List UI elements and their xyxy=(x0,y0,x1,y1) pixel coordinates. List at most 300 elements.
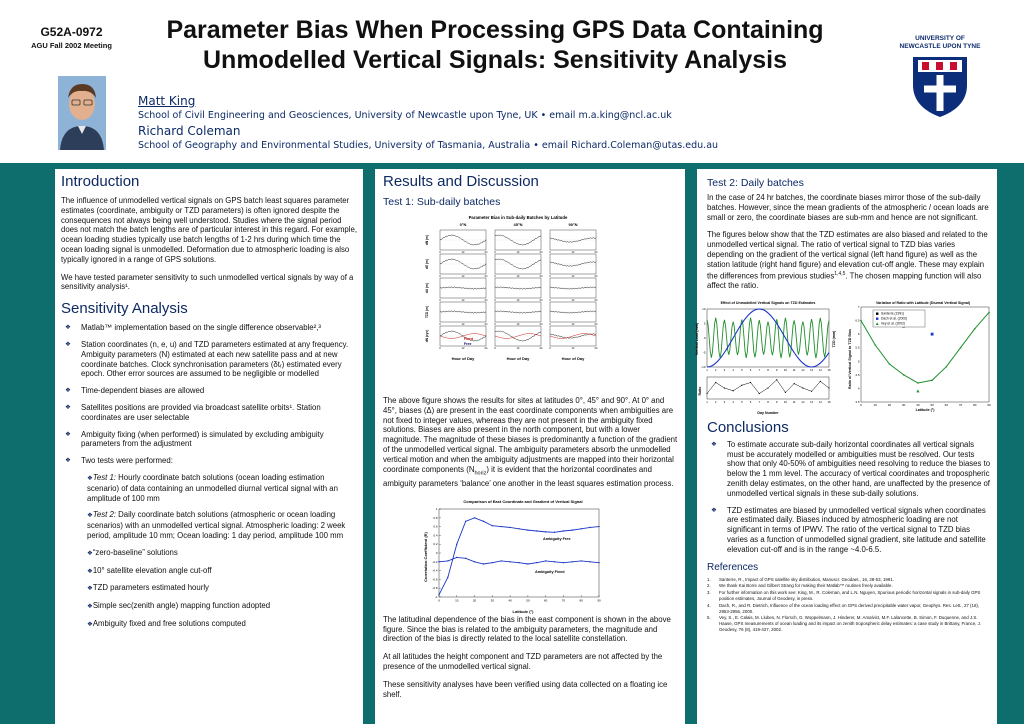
fig3-x-tick-label: 3 xyxy=(723,367,726,372)
sensitivity-bullet: ❖ Ambiguity fixing (when performed) is simulated by excluding ambiguity parameters from the adjustment xyxy=(61,430,357,450)
fig2-data-point xyxy=(474,561,475,562)
fig3-ratio-x-tick-label: 4 xyxy=(732,399,734,404)
fig4-y-tick-label: 4.5 xyxy=(855,372,860,377)
fig4-y-tick-label: 6 xyxy=(857,331,860,336)
results-paragraph-4: These sensitivity analyses have been verified using data collected on a floating ice shelf. xyxy=(383,679,668,699)
conclusions-heading: Conclusions xyxy=(707,418,789,436)
introduction-paragraph-2: We have tested parameter sensitivity to such unmodelled vertical signals by way of a sensitivity analysis¹. xyxy=(61,272,354,292)
reference-text: Vey, S., E. Calais, M. Llubes, N. Florsch, G. Woppelmann, J. Hinderer, M. Amalvict, M.F. Lalancette, B. Simon, F. Duquenne, and J.S. Haase, GPS measurements of ocean loading and its impact on zenith tropospheric delay estimates: a case study in Brittany, France, J. Geodesy, 76 (8), 419-427, 2002. xyxy=(719,615,982,632)
fig2-frame xyxy=(439,509,599,597)
fig3-ratio-x-tick-label: 9 xyxy=(775,399,778,404)
author-photo xyxy=(58,76,106,150)
fig2-data-point xyxy=(509,526,510,527)
fig3-ratio-x-tick-label: 3 xyxy=(723,399,726,404)
test-1-heading: Test 1: Sub-daily batches xyxy=(383,196,501,208)
author-1-name[interactable]: Matt King xyxy=(138,94,196,108)
fig4-legend-item: Vey et al. (2002) xyxy=(881,321,906,326)
meeting-name: AGU Fall 2002 Meeting xyxy=(31,41,112,50)
sensitivity-heading: Sensitivity Analysis xyxy=(61,300,188,318)
fig2-xlabel: Latitude (°) xyxy=(512,608,534,614)
fig4-y-tick-label: 4 xyxy=(857,386,860,391)
fig4-legend xyxy=(873,310,925,327)
fig2-plot-area xyxy=(432,507,601,603)
fig4-model-point xyxy=(988,311,990,313)
fig4-y-tick-label: 6.5 xyxy=(855,318,860,323)
fig2-data-point xyxy=(572,529,573,530)
fig2-data-point xyxy=(456,556,457,557)
fig1-x-tick: 0 xyxy=(549,299,551,303)
fig1-col-label: 90°N xyxy=(568,222,578,227)
test-2-paragraph-2 xyxy=(707,230,991,290)
fig2-data-point xyxy=(581,528,582,529)
fig1-x-tick: 0 xyxy=(439,323,441,327)
fig1-x-tick: 0 xyxy=(494,347,496,351)
fig2-data-point xyxy=(527,563,528,564)
fig3-ratio-x-tick-label: 13 xyxy=(810,399,814,404)
fig4-model-point xyxy=(974,328,976,330)
fig4-ylabel: Ratio of Vertical Signal to TZD Bias xyxy=(848,328,852,389)
fig2-title: Comparison of East Coordinate and Gradient of Vertical Signal xyxy=(463,498,583,504)
legend-marker-dach xyxy=(876,317,878,319)
fig4-xlabel: Latitude (°) xyxy=(915,407,935,412)
test-2-paragraph-1: In the case of 24 hr batches, the coordinate biases mirror those of the sub-daily batches. However, since the mean gradients of the atmospheric / ocean loads are small or zero, the coordinate biases are sub-mm and hence are not significant. xyxy=(707,193,989,222)
fig3-x-tick-label: 5 xyxy=(741,367,743,372)
fig2-data-point xyxy=(581,560,582,561)
tzd-charts xyxy=(693,299,993,417)
fig3-ratio-x-tick-label: 6 xyxy=(749,399,752,404)
fig2-y-tick-label: -0.8 xyxy=(432,585,438,590)
fig2-data-point xyxy=(465,520,466,521)
fig4-x-tick-label: 20 xyxy=(887,402,892,407)
fig4-model-point xyxy=(931,379,933,381)
fig2-y-tick-label: -0.4 xyxy=(432,568,438,573)
fig3-ratio-x-tick-label: 14 xyxy=(818,399,822,404)
fig2-data-point xyxy=(545,560,546,561)
test-2-description xyxy=(87,510,357,540)
fig4-x-tick-label: 60 xyxy=(944,402,949,407)
introduction-heading: Introduction xyxy=(61,173,140,190)
fig3-ratio-x-tick-label: 11 xyxy=(792,399,796,404)
author-1-affiliation: School of Civil Engineering and Geosciences, University of Newcastle upon Tyne, UK • email m.a.king@ncl.ac.uk xyxy=(138,110,672,121)
author-2-name: Richard Coleman xyxy=(138,124,241,138)
fig1-x-tick: 12 xyxy=(516,347,520,351)
fig1-x-tick: 12 xyxy=(516,251,520,255)
fig1-x-tick: 24 xyxy=(594,347,598,351)
results-paragraph-1 xyxy=(383,396,679,489)
fig3-ratio-point xyxy=(724,387,725,388)
fig2-data-point xyxy=(598,562,599,563)
fig1-x-tick: 24 xyxy=(539,275,543,279)
fig3-frame xyxy=(707,309,829,367)
conclusion-bullet: ❖ TZD estimates are biased by unmodelled vertical signals when coordinates are estimated daily. Biases induced by atmospheric loading are not significant in terms of IPWV. The ratio of the vertical signal to TZD bias varies as a function of unmodelled signal gradient, site latitude and satellite elevation cut-off and is in the range ~4.0-6.5. xyxy=(707,506,991,555)
introduction-paragraph-1: The influence of unmodelled vertical signals on GPS batch least squares parameter estimates (coordinate, ambiguity or TZD parameters) is often ignored despite the consequences not always being well understood. Studies where the signal period does not match the batch lengths are of particular interest in this regard. For example, ocean loading studies typically use batch lengths of 1-2 hrs during which time the ocean loading signal is unmodelled. Deformation due to atmospheric loading is also typically ignored in a range of GPS solutions. xyxy=(61,196,358,264)
fig3-x-tick-label: 8 xyxy=(767,367,769,372)
fig1-x-tick: 12 xyxy=(571,251,575,255)
fig1-x-tick: 12 xyxy=(571,323,575,327)
fig4-x-tick-label: 0 xyxy=(860,402,862,407)
fig3-ylabel2: TZD (mm) xyxy=(832,330,836,348)
fig3-y-tick-label: 10 xyxy=(702,306,706,311)
poster-title xyxy=(130,15,860,75)
fig3-ratio-x-tick-label: 10 xyxy=(783,399,787,404)
fig4-y-tick-label: 7 xyxy=(857,304,860,309)
author-2-affiliation: School of Geography and Environmental Studies, University of Tasmania, Australia • email Richard.Coleman@utas.edu.au xyxy=(138,140,719,151)
fig2-y-tick-label: 0.4 xyxy=(433,533,438,538)
fig1-x-tick: 12 xyxy=(461,275,465,279)
fig1-x-tick: 24 xyxy=(594,299,598,303)
fig1-col-label: 45°N xyxy=(513,222,523,227)
fig1-x-tick: 0 xyxy=(439,251,441,255)
fig2-data-point xyxy=(483,520,484,521)
test-2-text: Daily coordinate batch solutions (atmospheric or ocean loading scenarios) with an unmodelled vertical signal. Atmospheric loading: 2 week period, amplitude 10 mm; Ocean loading: 1 day period, amplitude 100 mm xyxy=(87,510,346,540)
fig2-y-tick-label: -0.2 xyxy=(432,559,438,564)
fig3-x-tick-label: 2 xyxy=(714,367,717,372)
fig3-ratio-x-tick-label: 7 xyxy=(758,399,761,404)
fig4-model-point xyxy=(874,344,876,346)
fig2-data-point xyxy=(536,530,537,531)
fig4-model-point xyxy=(860,320,862,322)
fig2-data-point xyxy=(598,526,599,527)
fig1-title: Parameter Bias in Sub-daily Batches by Latitude xyxy=(468,215,568,220)
fig3-ratio-x-tick-label: 8 xyxy=(767,399,769,404)
fig3-ratio-point xyxy=(794,383,795,384)
fig2-y-tick-label: 0.6 xyxy=(433,524,438,529)
test-1-description xyxy=(87,473,357,503)
fig3-x-tick-label: 11 xyxy=(792,367,796,372)
fig3-ratio-point xyxy=(733,390,734,391)
results-paragraph-3: At all latitudes the height component and TZD parameters are not affected by the presence of the unmodelled vertical signal. xyxy=(383,652,663,671)
fig3-y-tick-label: -10 xyxy=(701,364,706,369)
fig2-x-tick-label: 0 xyxy=(438,598,440,603)
university-logo xyxy=(890,35,990,119)
fig2-y-tick-label: 0 xyxy=(435,550,438,555)
results-p1-end: ) it is evident that the horizontal coordinates and ambiguity parameters ‘balance’ one another in the least squares estimation process. xyxy=(383,464,674,488)
fig1-xlabel: Hour of Day xyxy=(451,356,475,361)
fig2-x-tick-label: 80 xyxy=(579,598,583,603)
fig3-ratio-point xyxy=(759,393,760,394)
settings-item: ❖ “zero-baseline” solutions xyxy=(87,548,357,559)
column-middle xyxy=(375,169,685,724)
test-2-p2-end: . The chosen mapping function will also affect the ratio. xyxy=(707,271,982,290)
fig1-x-tick: 12 xyxy=(461,347,465,351)
fig3-ratio-point xyxy=(820,381,821,382)
fig1-row-label: TZD (m) xyxy=(425,305,429,319)
reference-item: 1. Santerre, R., Impact of GPS satellite sky distribution, Manuscr. Geodaet., 16, 28-53, 1991. xyxy=(707,576,894,582)
reference-text: Dach, R., and R. Dietrich, Influence of the ocean loading effect on GPS derived precipitable water vapor, Geophys. Res. Lett., 27 (18), 2953-2956, 2000. xyxy=(719,602,980,614)
results-paragraph-2: The latitudinal dependence of the bias in the east component is shown in the above figure. Since the bias is related to the ambiguity parameters, the magnitude and direction of the bias is directly related to the local satellite constellation. xyxy=(383,614,671,644)
fig2-data-point xyxy=(554,561,555,562)
sensitivity-bullet-list xyxy=(61,323,357,466)
fig1-row-label: dU (m) xyxy=(425,282,429,294)
conclusions-list xyxy=(707,440,991,555)
test-2-p2-text: The figures below show that the TZD estimates are also biased and related to the unmodelled vertical signal. The ratio of vertical signal to TZD bias varies depending on the gradient of the vertical signal (left hand figure) as well as the station latitude (right hand figure) and elevation cut-off angle. These may explain the differences from previous studies xyxy=(707,230,988,281)
tzd-figures xyxy=(693,299,991,417)
sensitivity-bullet: ❖ Time-dependent biases are allowed xyxy=(61,386,357,396)
fig4-x-tick-label: 10 xyxy=(873,402,877,407)
fig4-model-point xyxy=(946,366,948,368)
fig1-x-tick: 24 xyxy=(484,299,488,303)
fig2-data-point xyxy=(563,530,564,531)
reference-item: 5. Vey, S., E. Calais, M. Llubes, N. Florsch, G. Woppelmann, J. Hinderer, M. Amalvict, M.F. Lalancette, B. Simon, F. Duquenne, and J.S. Haase, GPS measurements of ocean loading and its impact on zenith tropospheric delay estimates: a case study in Brittany, France, J. Geodesy, 76 (8), 419-427, 2002. xyxy=(707,615,982,632)
fig2-data-point xyxy=(483,563,484,564)
fig3-ratio-x-tick-label: 1 xyxy=(706,399,708,404)
fig4-model-point xyxy=(917,382,919,384)
fig3-ratio-point xyxy=(706,393,707,394)
fig1-x-tick: 24 xyxy=(484,347,488,351)
fig3-x-tick-label: 4 xyxy=(732,367,734,372)
fig3-x-tick-label: 10 xyxy=(783,367,787,372)
fig4-x-tick-label: 50 xyxy=(930,402,934,407)
fig2-x-tick-label: 30 xyxy=(490,598,495,603)
fig2-data-point xyxy=(545,531,546,532)
references-heading: References xyxy=(707,561,759,573)
fig1-xlabel: Hour of Day xyxy=(506,356,530,361)
fig1-legend-fixed: Fixed xyxy=(464,337,474,341)
column-right xyxy=(697,169,997,724)
settings-item: ❖ TZD parameters estimated hourly xyxy=(87,583,357,594)
fig2-data-point xyxy=(501,560,502,561)
fig1-x-tick: 12 xyxy=(516,299,520,303)
conclusion-bullet: ❖ To estimate accurate sub-daily horizontal coordinates all vertical signals must be accurately modelled or ambiguities must be resolved. Our tests show that only 40-50% of ambiguities need resolving to reduce the biases to below the 1 mm level. The accuracy of vertical coordinates and tropospheric zenith delay estimates, on the other hand, are unaffected by the presence of unmodelled vertical signals in these sub-daily solutions. xyxy=(707,440,991,499)
settings-item: ❖ 10° satellite elevation angle cut-off xyxy=(87,566,357,577)
fig1-x-tick: 0 xyxy=(439,299,441,303)
fig3-ratio-x-tick-label: 12 xyxy=(801,399,805,404)
fig2-data-point xyxy=(554,531,555,532)
fig3-ratio-point xyxy=(767,387,768,388)
fig3-y-tick-label: -5 xyxy=(702,350,706,355)
test-2-label: Test 2: xyxy=(92,510,116,520)
fig2-data-point xyxy=(492,525,493,526)
fig4-model-point xyxy=(903,374,905,376)
results-p1-text: The above figure shows the results for sites at latitudes 0°, 45° and 90°. At 0° and 45°, biases (Δ) are present in the east coordinate components when ambiguities are not fixed to integer values, whereas they are not present in the ambiguity fixed solutions. Biases are also present in the north component, but with a lower magnitude. The magnitude of these biases is predominantly a function of the gradient of the unmodelled vertical signal. The ambiguity parameters absorb the unmodelled vertical motion and when the ambiguity adjustments are mapped into their horizontal coordinate components (N xyxy=(383,396,678,474)
fig3-ratio-label: Ratio xyxy=(698,386,702,396)
test-2-p2-sup: 1,4,5 xyxy=(834,270,846,277)
fig1-x-tick: 12 xyxy=(571,275,575,279)
fig2-data-point xyxy=(501,526,502,527)
poster-id: G52A-0972 xyxy=(40,25,103,39)
fig2-data-point xyxy=(589,526,590,527)
fig3-ratio-point xyxy=(715,382,716,383)
figure-east-correlation xyxy=(423,497,623,615)
fig3-ratio-x-tick-label: 15 xyxy=(827,399,831,404)
fig1-panel-grid xyxy=(425,230,598,350)
test-2-heading: Test 2: Daily batches xyxy=(707,177,804,189)
fig1-x-tick: 24 xyxy=(484,275,488,279)
reference-item: 3. For further information on this work see: King, M., R. Coleman, and L.N. Nguyen, Spurious periodic horizontal signals in sub-daily GPS position estimates, Journal of Geodesy, in press. xyxy=(707,590,981,601)
fig2-data-point xyxy=(589,561,590,562)
fig1-x-tick: 12 xyxy=(461,251,465,255)
fig1-x-tick: 12 xyxy=(461,323,465,327)
fig2-data-point xyxy=(563,562,564,563)
fig1-x-tick: 0 xyxy=(494,299,496,303)
fig4-y-tick-label: 5.5 xyxy=(855,345,860,350)
fig1-x-tick: 24 xyxy=(484,251,488,255)
poster-header xyxy=(0,0,1024,163)
fig4-x-tick-label: 80 xyxy=(973,402,977,407)
fig3-y-tick-label: 5 xyxy=(703,321,706,326)
sensitivity-bullet: ❖ Station coordinates (n, e, u) and TZD parameters estimated at any frequency. Ambiguity parameters (N) estimated at each new satellite pass and at new coordinate batches. Clock synchronisation parameters (δtᵣ) estimated every epoch. Other error sources are assumed to be negligible or modelled xyxy=(61,340,357,379)
fig3-ratio-x-tick-label: 2 xyxy=(714,399,717,404)
fig1-x-tick: 12 xyxy=(571,299,575,303)
fig1-x-tick: 24 xyxy=(539,323,543,327)
fig3-ratio-point xyxy=(776,379,777,380)
settings-item: ❖ Ambiguity fixed and free solutions computed xyxy=(87,619,357,630)
fig1-col-label: 0°N xyxy=(459,222,467,227)
fig1-row-label: dE (m) xyxy=(425,259,429,269)
fig2-y-tick-label: -1 xyxy=(434,594,438,599)
fig1-row-label: dN (m) xyxy=(425,234,429,246)
fig1-x-tick: 12 xyxy=(571,347,575,351)
fig1-x-tick: 12 xyxy=(516,323,520,327)
reference-text: For further information on this work see: King, M., R. Coleman, and L.N. Nguyen, Spurious periodic horizontal signals in sub-daily GPS position estimates, Journal of Geodesy, in press. xyxy=(719,590,981,601)
fig2-ylabel: Correlation Coefficient (R) xyxy=(423,531,428,582)
east-correlation-chart xyxy=(423,497,623,615)
fig3-x-tick-label: 14 xyxy=(818,367,822,372)
fig1-x-tick: 12 xyxy=(461,299,465,303)
fig4-x-tick-label: 30 xyxy=(901,402,906,407)
fig2-y-tick-label: 1 xyxy=(435,506,438,511)
fig1-x-tick: 12 xyxy=(516,275,520,279)
fig2-x-tick-label: 20 xyxy=(472,598,477,603)
fig1-legend-free: Free xyxy=(464,342,472,346)
fig3-ratio-point xyxy=(785,392,786,393)
sensitivity-bullet: ❖ Matlab™ implementation based on the single difference observable²,³ xyxy=(61,323,357,333)
fig2-x-tick-label: 50 xyxy=(526,598,530,603)
fig2-y-tick-label: 0.2 xyxy=(433,541,438,546)
column-left xyxy=(55,169,363,724)
author-block xyxy=(138,93,858,153)
fig3-xlabel: Day Number xyxy=(757,410,779,415)
results-heading: Results and Discussion xyxy=(383,173,539,190)
fig4-model-point xyxy=(889,363,891,365)
fig4-x-tick-label: 40 xyxy=(916,402,920,407)
fig1-x-tick: 24 xyxy=(539,299,543,303)
fig3-x-tick-label: 1 xyxy=(706,367,708,372)
fig2-data-point xyxy=(572,561,573,562)
fig1-x-tick: 0 xyxy=(494,251,496,255)
fig3-y-tick-label: 0 xyxy=(703,335,706,340)
fig1-x-tick: 0 xyxy=(439,275,441,279)
fig2-data-point xyxy=(447,560,448,561)
fig2-label-free: Ambiguity Free xyxy=(543,536,571,541)
fig2-x-tick-label: 10 xyxy=(455,598,459,603)
fig3-x-tick-label: 6 xyxy=(749,367,752,372)
references-list xyxy=(707,577,991,633)
test-1-label: Test 1: xyxy=(92,472,116,482)
fig3-x-tick-label: 12 xyxy=(801,367,805,372)
fig3-ylabel: Vertical Load (mm) xyxy=(695,322,699,355)
fig3-ratio-point xyxy=(811,390,812,391)
fig1-x-tick: 0 xyxy=(549,251,551,255)
sensitivity-bullet: ❖ Satellites positions are provided via broadcast satellite orbits¹. Station coordinates are user selectable xyxy=(61,403,357,423)
reference-item: 2. We thank Kai Borre and Gilbert Strang for making their Matlab™ routines freely available. xyxy=(707,583,893,589)
fig1-x-tick: 24 xyxy=(539,251,543,255)
poster-code-block xyxy=(14,25,129,50)
fig1-x-tick: 0 xyxy=(549,323,551,327)
fig3-x-tick-label: 13 xyxy=(810,367,814,372)
subdaily-bias-chart xyxy=(418,212,618,362)
title-line-1: Parameter Bias When Processing GPS Data Containing xyxy=(166,16,824,44)
fig4-legend-item: Santerre (1991) xyxy=(881,311,905,316)
fig1-x-tick: 24 xyxy=(539,347,543,351)
test-1-text: Hourly coordinate batch solutions (ocean loading estimation scenario) of data containing an unmodelled diurnal vertical signal with an amplitude of 100 mm xyxy=(87,472,338,503)
settings-item: ❖ Simple sec(zenith angle) mapping function adopted xyxy=(87,601,357,612)
fig4-y-tick-label: 3.5 xyxy=(855,399,860,404)
fig2-data-point xyxy=(456,543,457,544)
logo-text-2: NEWCASTLE UPON TYNE xyxy=(899,43,981,50)
fig2-data-point xyxy=(527,529,528,530)
fig1-x-tick: 24 xyxy=(594,251,598,255)
fig2-data-point xyxy=(536,562,537,563)
fig2-x-tick-label: 90 xyxy=(597,598,601,603)
fig4-x-tick-label: 90 xyxy=(987,402,991,407)
fig2-data-point xyxy=(447,576,448,577)
fig3-x-tick-label: 15 xyxy=(827,367,831,372)
reference-text: Santerre, R., Impact of GPS satellite sky distribution, Manuscr. Geodaet., 16, 28-53, 1991. xyxy=(719,576,894,582)
title-line-2: Unmodelled Vertical Signals: Sensitivity Analysis xyxy=(203,46,787,74)
fig1-x-tick: 24 xyxy=(594,275,598,279)
fig1-x-tick: 0 xyxy=(439,347,441,351)
fig3-x-tick-label: 9 xyxy=(775,367,778,372)
results-p1-subscript: horiz xyxy=(474,470,487,477)
fig1-x-tick: 0 xyxy=(494,275,496,279)
fig3-ratio-point xyxy=(741,384,742,385)
fig2-data-point xyxy=(438,594,439,595)
sensitivity-bullet: ❖ Two tests were performed: xyxy=(61,456,357,466)
fig4-study-point xyxy=(931,333,934,336)
fig4-legend-item: Dach et al. (2002) xyxy=(881,316,908,321)
fig3-plot-area xyxy=(701,307,831,404)
fig2-x-tick-label: 70 xyxy=(561,598,566,603)
fig2-x-tick-label: 40 xyxy=(508,598,512,603)
fig1-x-tick: 0 xyxy=(549,347,551,351)
fig2-data-point xyxy=(465,557,466,558)
fig2-data-point xyxy=(492,562,493,563)
fig4-y-tick-label: 5 xyxy=(857,359,860,364)
fig2-x-tick-label: 60 xyxy=(543,598,548,603)
fig2-label-fixed: Ambiguity Fixed xyxy=(535,569,565,574)
reference-text: We thank Kai Borre and Gilbert Strang for making their Matlab™ routines freely available. xyxy=(719,583,893,589)
fig3-ratio-x-tick-label: 5 xyxy=(741,399,743,404)
fig1-x-tick: 0 xyxy=(494,323,496,327)
fig1-xlabel: Hour of Day xyxy=(561,356,585,361)
fig3-x-tick-label: 7 xyxy=(758,367,761,372)
fig2-data-point xyxy=(509,561,510,562)
fig4-model-point xyxy=(960,347,962,349)
fig3-ratio-point xyxy=(750,382,751,383)
fig1-x-tick: 0 xyxy=(549,275,551,279)
fig3-ratio-point xyxy=(828,387,829,388)
fig4-x-tick-label: 70 xyxy=(958,402,963,407)
fig2-y-tick-label: -0.6 xyxy=(432,577,438,582)
legend-marker-santerre xyxy=(876,312,878,314)
figure-subdaily-bias xyxy=(418,212,618,362)
logo-text-1: UNIVERSITY OF xyxy=(915,35,965,42)
fig1-x-tick: 24 xyxy=(484,323,488,327)
reference-item: 4. Dach, R., and R. Dietrich, Influence of the ocean loading effect on GPS derived precipitable water vapor, Geophys. Res. Lett., 27 (18), 2953-2956, 2000. xyxy=(707,602,980,614)
fig3-ratio-point xyxy=(802,387,803,388)
fig3-title: Effect of Unmodelled Vertical Signals on TZD Estimates xyxy=(720,300,816,305)
fig2-data-point xyxy=(518,562,519,563)
fig2-y-tick-label: 0.8 xyxy=(433,515,438,520)
fig2-data-point xyxy=(474,517,475,518)
fig4-title: Variation of Ratio with Latitude (Diurnal Vertical Signal) xyxy=(875,300,971,305)
fig2-data-point xyxy=(438,561,439,562)
fig1-row-label: dN (cyc) xyxy=(425,329,429,343)
fig2-data-point xyxy=(518,528,519,529)
fig1-x-tick: 24 xyxy=(594,323,598,327)
university-crest-icon xyxy=(910,55,970,119)
